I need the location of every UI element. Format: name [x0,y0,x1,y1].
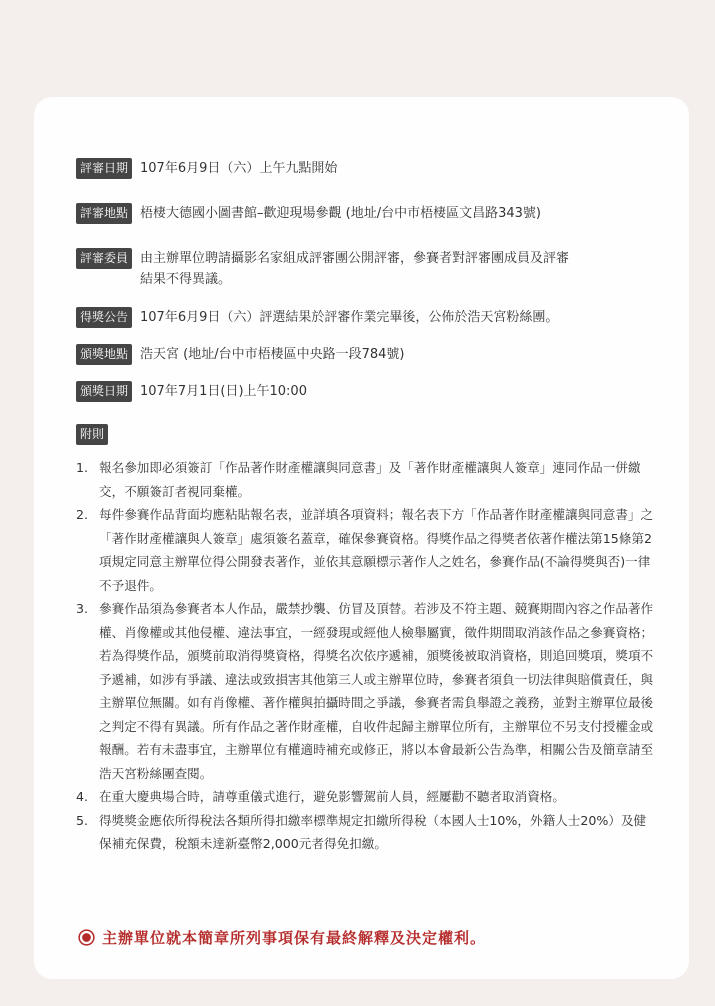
list-item [76,785,656,809]
final-interpretation-notice [78,927,486,948]
info-row-ceremony-venue [76,344,405,365]
list-item [76,503,656,597]
list-item-text: 得獎獎金應依所得稅法各類所得扣繳率標準規定扣繳所得稅（本國人士10%，外籍人士20%）及健保補充保費，稅額未達新臺幣2,000元者得免扣繳。 [99,812,647,851]
label-judging-venue: 評審地點 [76,203,132,224]
value-ceremony-date: 107年7月1日(日)上午10:00 [140,384,307,399]
list-item [76,809,656,856]
label-judging-date: 評審日期 [76,158,132,179]
list-item-text: 參賽作品須為參賽者本人作品，嚴禁抄襲、仿冒及頂替。若涉及不符主題、競賽期間內容之作品著作權、肖像權或其他侵權、違法事宜，一經發現或經他人檢舉屬實，徵件期間取消該作品之參賽資格；若為得獎作品，頒獎前取消得獎資格，得獎名次依序遞補，頒獎後被取消資格，則追回獎項，獎項不予遞補，如涉有爭議、違法或致損害其他第三人或主辦單位時，參賽者須負一切法律與賠償責任，與主辦單位無關。如有肖像權、著作權與拍攝時間之爭議，參賽者需負舉證之義務，並對主辦單位最後之判定不得有異議。所有作品之著作財產權，自收件起歸主辦單位所有，主辦單位不另支付授權金或報酬。若有未盡事宜，主辦單位有權適時補充或修正，將以本會最新公告為準，相關公告及簡章請至浩天宮粉絲團查閱。 [99,601,654,781]
list-item-text: 報名參加即必須簽訂「作品著作財產權讓與同意書」及「著作財產權讓與人簽章」連同作品一併繳交，不願簽訂者視同棄權。 [99,460,641,499]
label-award-announcement: 得獎公告 [76,307,132,328]
notes-heading [76,424,108,445]
list-item [76,597,656,785]
info-row-judging-date [76,158,337,179]
list-item-number: 2. [76,507,89,522]
list-item-number: 5. [76,812,89,828]
list-item-number: 3. [76,601,89,616]
list-item-number: 1. [76,460,89,475]
list-item-text: 在重大慶典場合時，請尊重儀式進行，避免影響駕前人員，經屢勸不聽者取消資格。 [99,789,565,804]
label-notes: 附則 [76,424,108,445]
info-row-judging-venue [76,203,541,224]
value-judging-venue: 梧棲大德國小圖書館–歡迎現場參觀 (地址/台中市梧棲區文昌路343號) [140,206,541,221]
list-item-text: 每件參賽作品背面均應粘貼報名表，並詳填各項資料；報名表下方「作品著作財產權讓與同意書」之「著作財產權讓與人簽章」處須簽名蓋章，確保參賽資格。得獎作品之得獎者依著作權法第15條第2項規定同意主辦單位得公開發表著作，並依其意願標示著作人之姓名，參賽作品(不論得獎與否)一律不予退件。 [99,507,654,593]
value-ceremony-venue: 浩天宮 (地址/台中市梧棲區中央路一段784號) [140,347,405,362]
label-ceremony-date: 頒獎日期 [76,381,132,402]
target-icon [78,929,95,946]
info-row-award-announcement [76,307,558,328]
final-interpretation-text: 主辦單位就本簡章所列事項保有最終解釋及決定權利。 [102,929,487,947]
value-judging-date: 107年6月9日（六）上午九點開始 [140,161,338,176]
label-ceremony-venue: 頒獎地點 [76,344,132,365]
rules-card [34,97,689,979]
label-judges: 評審委員 [76,248,132,269]
list-item-number: 4. [76,789,89,804]
value-judges: 由主辦單位聘請攝影名家組成評審團公開評審，參賽者對評審團成員及評審 結果不得異議。 [140,251,570,287]
info-row-judges [76,248,569,290]
notes-list [76,456,656,856]
value-award-announcement: 107年6月9日（六）評選結果於評審作業完畢後，公佈於浩天宮粉絲團。 [140,310,559,325]
info-row-ceremony-date [76,381,307,402]
list-item [76,456,656,503]
